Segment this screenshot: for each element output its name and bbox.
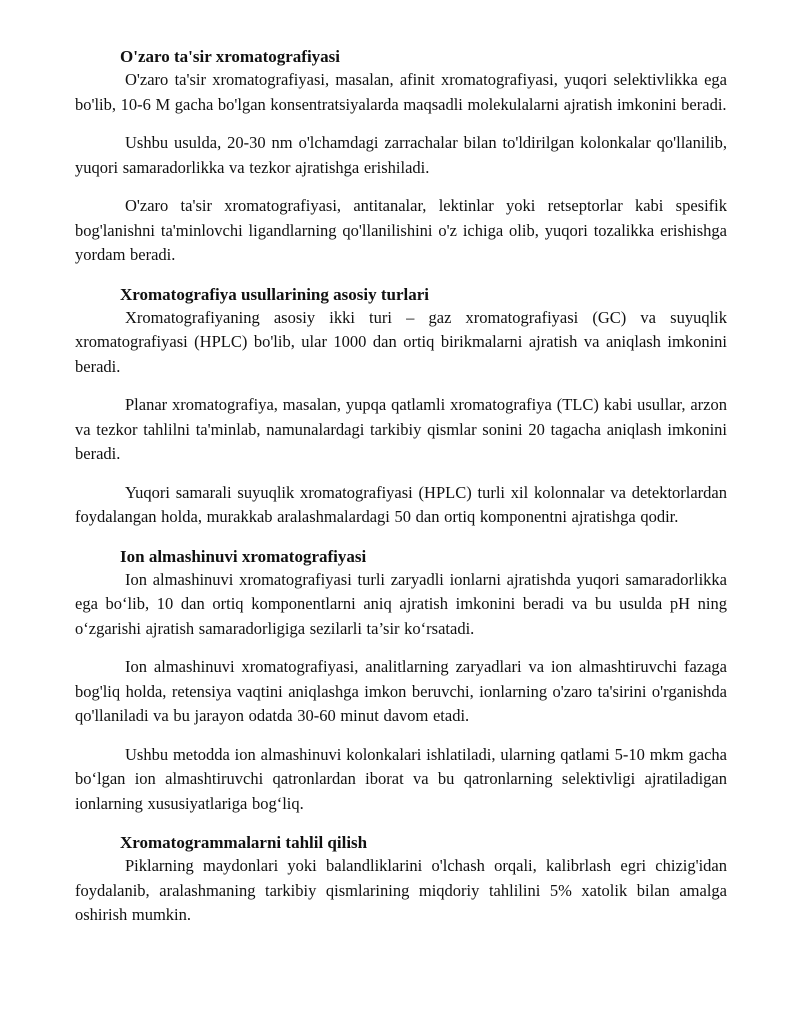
section-ion-exchange xyxy=(75,546,727,817)
section-interaction-chromatography xyxy=(75,46,727,268)
paragraph: Ushbu metodda ion almashinuvi kolonkalari ishlatiladi, ularning qatlami 5-10 mkm gacha bo‘lgan ion almashtiruvchi qatronlardan iborat va bu qatronlarning selektivligi ajratiladigan ionlarning xususiyatlariga bog‘liq. xyxy=(75,744,727,813)
paragraph: Xromatografiyaning asosiy ikki turi – gaz xromatografiyasi (GC) va suyuqlik xromatografiyasi (HPLC) bo'lib, ular 1000 dan ortiq birikmalarni ajratish va aniqlash imkonini beradi. xyxy=(75,307,727,376)
section-heading: O'zaro ta'sir xromatografiyasi xyxy=(120,47,341,66)
paragraph: O'zaro ta'sir xromatografiyasi, masalan, afinit xromatografiyasi, yuqori selektivlikka ega bo'lib, 10-6 M gacha bo'lgan konsentratsiyalarda maqsadli molekulalarni ajratish imkonini beradi. xyxy=(75,70,727,114)
section-chromatogram-analysis xyxy=(75,832,727,928)
paragraph: Yuqori samarali suyuqlik xromatografiyasi (HPLC) turli xil kolonnalar va detektorlardan foydalangan holda, murakkab aralashmalardagi 50 dan ortiq komponentni ajratishga qodir. xyxy=(75,482,727,526)
paragraph: O'zaro ta'sir xromatografiyasi, antitanalar, lektinlar yoki retseptorlar kabi spesifik bog'lanishni ta'minlovchi ligandlarning qo'llanilishini o'z ichiga olib, yuqori tozalikka erishishga yordam beradi. xyxy=(75,196,727,264)
paragraph: Ion almashinuvi xromatografiyasi turli zaryadli ionlarni ajratishda yuqori samaradorlikka ega bo‘lib, 10 dan ortiq komponentlarni aniq ajratish imkonini beradi va bu usulda pH ning o‘zgarishi ajratish samaradorligiga sezilarli ta’sir ko‘rsatadi. xyxy=(75,569,727,638)
section-chromatography-types xyxy=(75,284,727,530)
document-page xyxy=(75,46,727,928)
paragraph: Ion almashinuvi xromatografiyasi, analitlarning zaryadlari va ion almashtiruvchi fazaga bog'liq holda, retensiya vaqtini aniqlashga imkon beruvchi, ionlarning o'zaro ta'sirini o'rganishda qo'llaniladi va bu jarayon odatda 30-60 minut davom etadi. xyxy=(75,657,727,725)
paragraph: Ushbu usulda, 20-30 nm o'lchamdagi zarrachalar bilan to'ldirilgan kolonkalar qo'llanilib, yuqori samaradorlikka va tezkor ajratishga erishiladi. xyxy=(75,133,727,177)
paragraph: Planar xromatografiya, masalan, yupqa qatlamli xromatografiya (TLC) kabi usullar, arzon va tezkor tahlilni ta'minlab, namunalardagi tarkibiy qismlar sonini 20 tagacha aniqlash imkonini beradi. xyxy=(75,395,727,463)
paragraph: Piklarning maydonlari yoki balandliklarini o'lchash orqali, kalibrlash egri chizig'idan foydalanib, aralashmaning tarkibiy qismlarining miqdoriy tahlilini 5% xatolik bilan amalga oshirish mumkin. xyxy=(75,856,727,924)
section-heading: Xromatografiya usullarining asosiy turlari xyxy=(120,284,429,304)
section-heading: Ion almashinuvi xromatografiyasi xyxy=(120,546,367,566)
section-heading: Xromatogrammalarni tahlil qilish xyxy=(120,833,368,852)
